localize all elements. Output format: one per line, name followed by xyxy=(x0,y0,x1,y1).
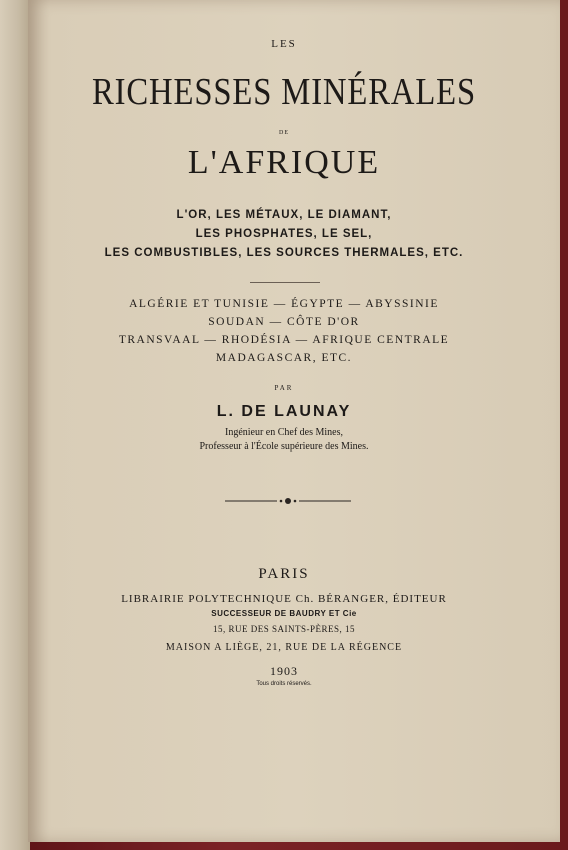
subtitle-line: L'OR, LES MÉTAUX, LE DIAMANT, xyxy=(176,209,392,221)
publisher-name: LIBRAIRIE POLYTECHNIQUE Ch. BÉRANGER, ÉDITEUR xyxy=(121,593,447,605)
main-title: RICHESSES MINÉRALES xyxy=(91,71,477,113)
author-affiliation: Ingénieur en Chef des Mines, xyxy=(224,427,344,438)
imprint-city: PARIS xyxy=(258,566,310,582)
title-connector: DE xyxy=(279,130,289,136)
ornament-divider xyxy=(225,494,351,508)
subtitle-line: LES COMBUSTIBLES, LES SOURCES THERMALES, ETC. xyxy=(104,247,464,259)
rights-notice: Tous droits réservés. xyxy=(256,681,312,687)
author-name: L. DE LAUNAY xyxy=(216,403,352,420)
book-page-edge xyxy=(0,0,30,850)
subtitle-line: LES PHOSPHATES, LE SEL, xyxy=(195,228,373,240)
by-label: PAR xyxy=(274,384,294,392)
regions-line: TRANSVAAL — RHODÉSIA — AFRIQUE CENTRALE xyxy=(118,334,450,346)
publication-year: 1903 xyxy=(270,664,298,678)
publisher-successor: SUCCESSEUR DE BAUDRY ET Cie xyxy=(211,609,357,618)
title-page xyxy=(28,0,560,842)
regions-line: ALGÉRIE ET TUNISIE — ÉGYPTE — ABYSSINIE xyxy=(129,298,439,310)
title-prefix: LES xyxy=(271,38,297,50)
publisher-address: 15, RUE DES SAINTS-PÈRES, 15 xyxy=(212,624,355,634)
author-affiliation: Professeur à l'École supérieure des Mines. xyxy=(199,441,369,452)
title-region: L'AFRIQUE xyxy=(187,144,381,181)
divider-rule xyxy=(250,282,320,283)
regions-line: MADAGASCAR, ETC. xyxy=(215,352,353,364)
publisher-branch: MAISON A LIÈGE, 21, RUE DE LA RÉGENCE xyxy=(165,642,403,653)
regions-line: SOUDAN — CÔTE D'OR xyxy=(208,316,360,328)
